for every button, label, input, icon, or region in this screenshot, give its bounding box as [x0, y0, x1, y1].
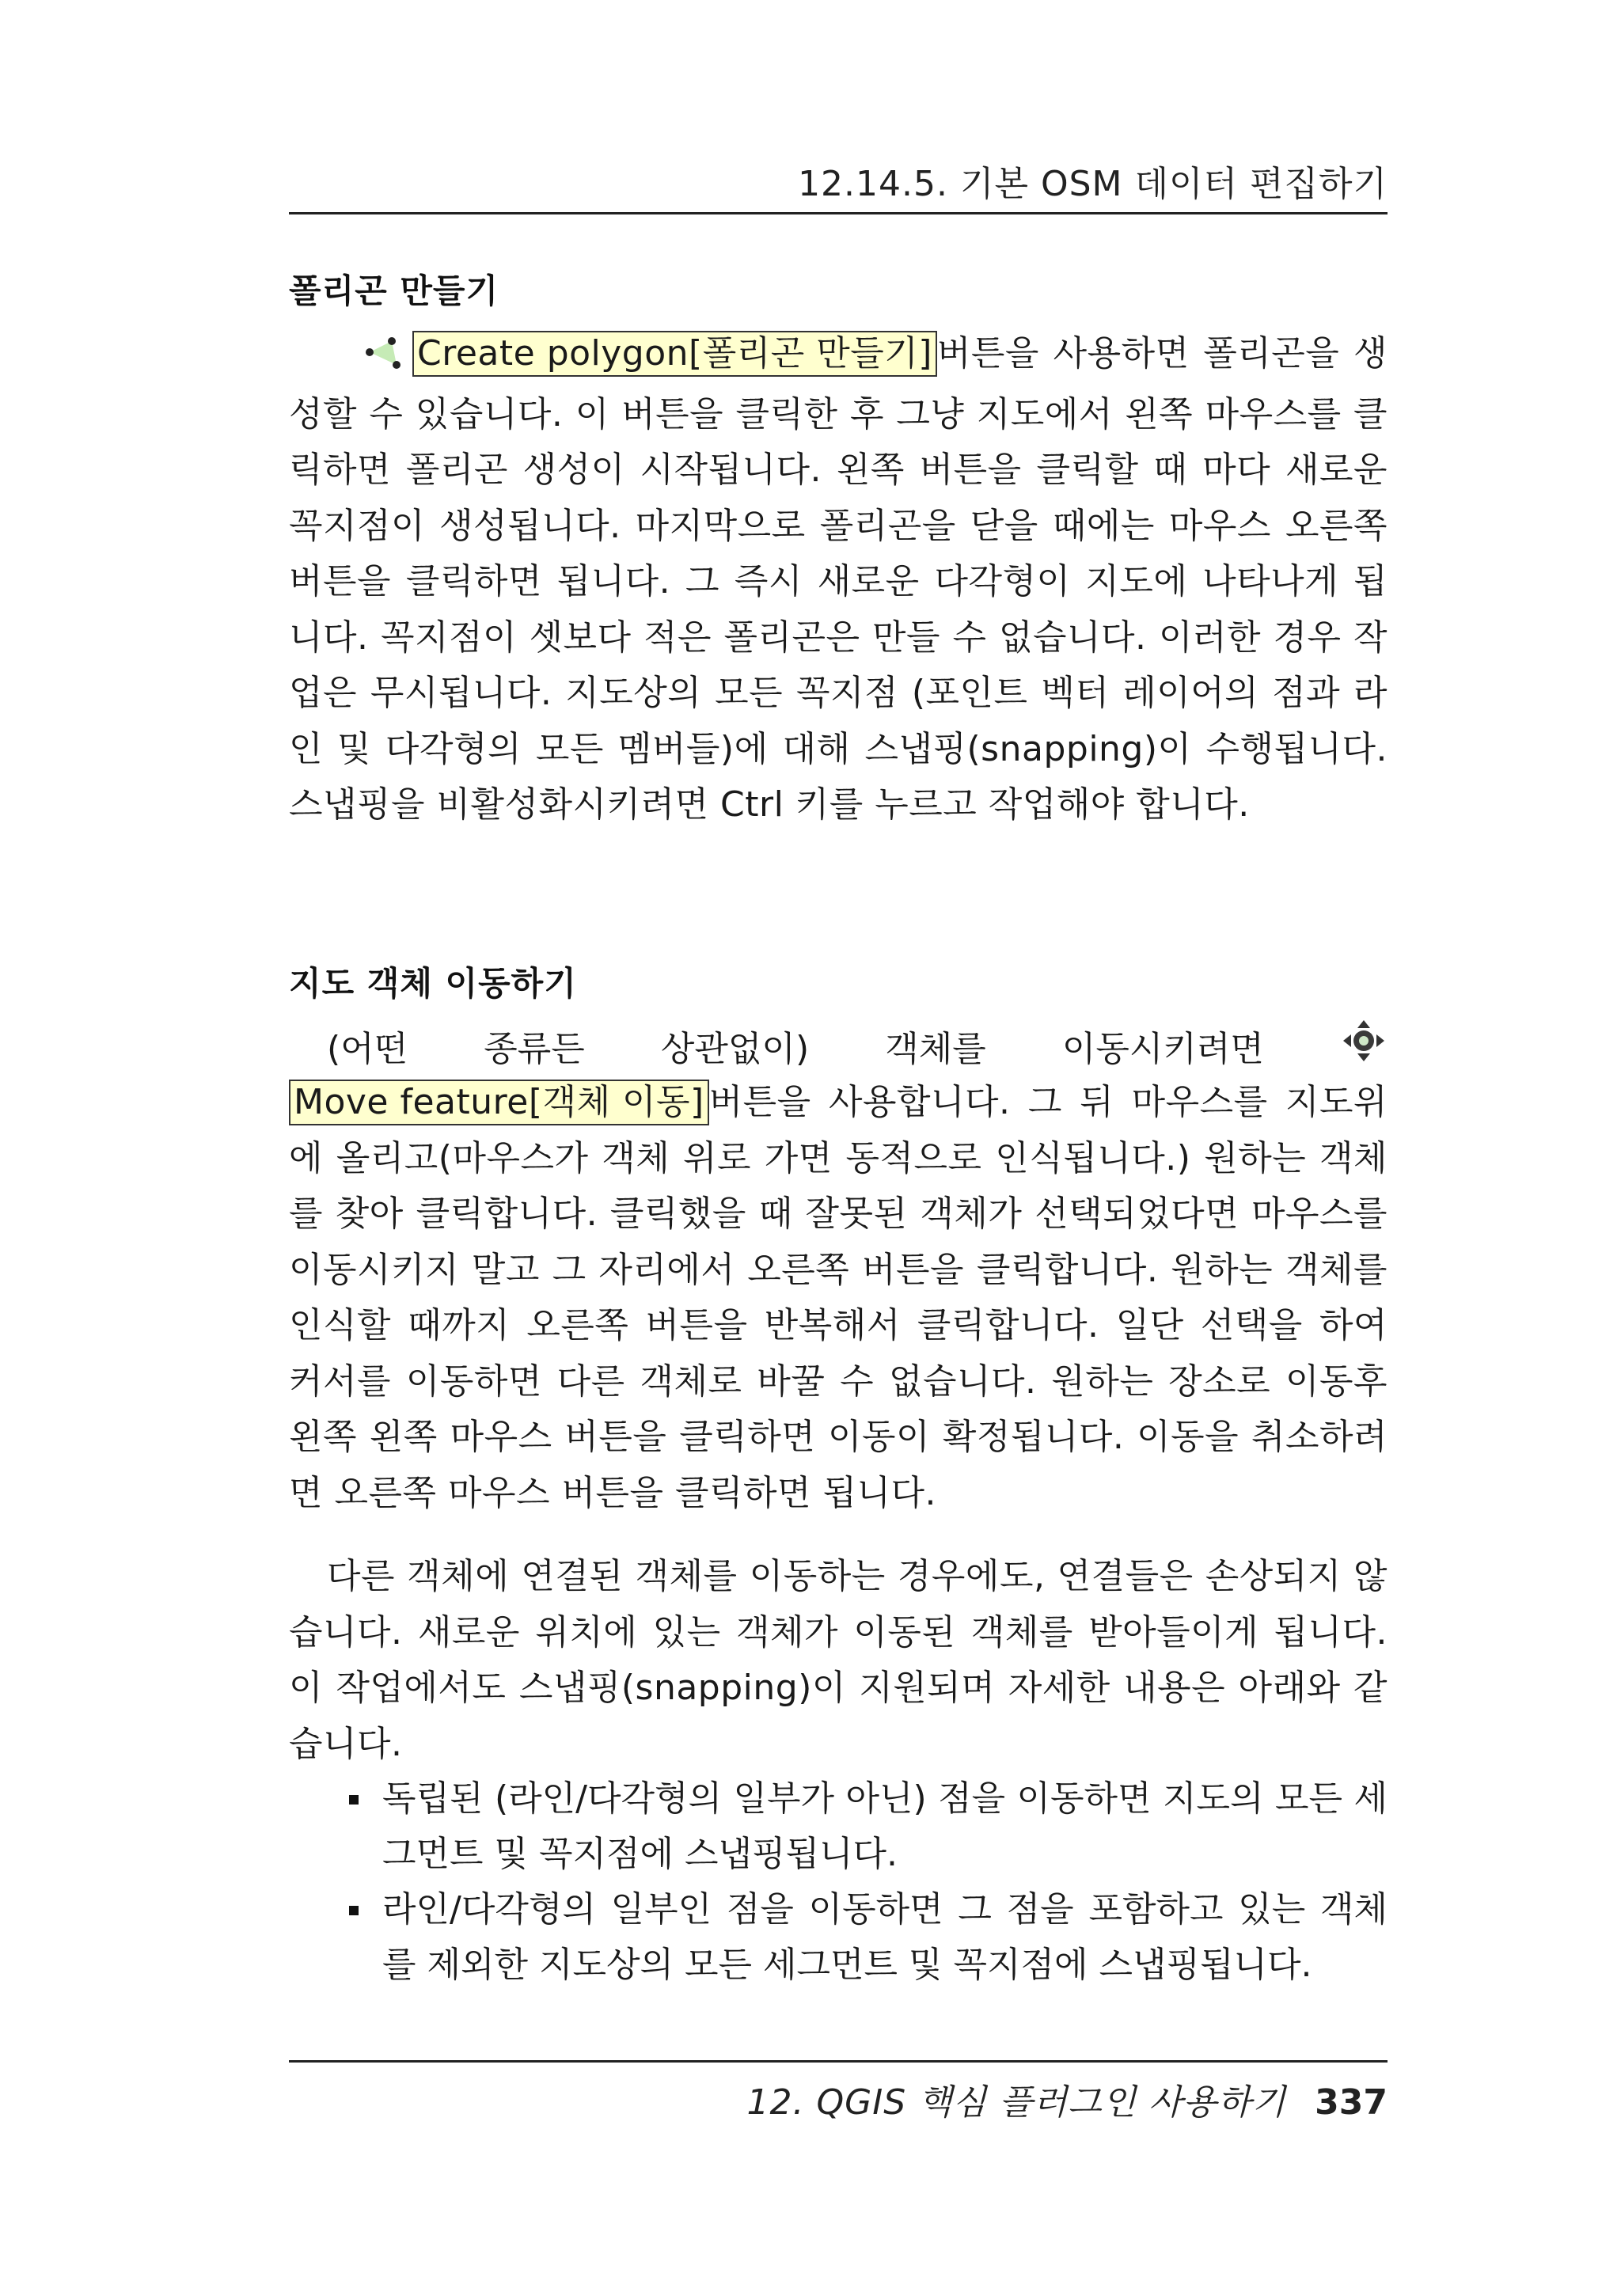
bullet-text: 독립된 (라인/다각형의 일부가 아닌) 점을 이동하면 지도의 모든 세그먼트 및 꼭지점에 스냅핑됩니다. [382, 1778, 1388, 1874]
list-item [289, 1771, 1388, 1882]
bullet-square-icon [349, 1795, 359, 1805]
move-intro-word: 종류든 [484, 1028, 585, 1069]
paragraph-move-feature [289, 1075, 1388, 1521]
paragraph-move-connected: 다른 객체에 연결된 객체를 이동하는 경우에도, 연결들은 손상되지 않습니다. 새로운 위치에 있는 객체가 이동된 객체를 받아들이게 됩니다. 이 작업에서도 스냅핑(snapping)이 지원되며 자세한 내용은 아래와 같습니다. [289, 1556, 1388, 1764]
section-title-create-polygon: 폴리곤 만들기 [289, 271, 499, 310]
page-number: 337 [1315, 2082, 1388, 2123]
bullet-square-icon [349, 1906, 359, 1915]
move-intro-word: 이동시키려면 [1061, 1028, 1264, 1069]
document-page [289, 0, 1388, 2296]
section-title-move-feature: 지도 객체 이동하기 [289, 964, 577, 1003]
running-footer [747, 2074, 1388, 2124]
create-polygon-icon [327, 331, 406, 387]
move-intro-word: 객체를 [885, 1028, 986, 1069]
bullet-text: 라인/다각형의 일부인 점을 이동하면 그 점을 포함하고 있는 객체를 제외한 지도상의 모든 세그먼트 및 꼭지점에 스냅핑됩니다. [382, 1889, 1388, 1985]
list-item [289, 1882, 1388, 1993]
create-polygon-button-label: Create polygon[폴리곤 만들기] [412, 331, 937, 377]
move-intro-line [289, 1017, 1388, 1081]
paragraph-create-polygon [289, 326, 1388, 833]
move-feature-body: 버튼을 사용합니다. 그 뒤 마우스를 지도위에 올리고(마우스가 객체 위로 가면 동적으로 인식됩니다.) 원하는 객체를 찾아 클릭합니다. 클릭했을 때 잘못된 객체가 선택되었다면 마우스를 이동시키지 말고 그 자리에서 오른쪽 버튼을 클릭합니다. 원하는 객체를 인식할 때까지 오른쪽 버튼을 반복해서 클릭합니다. 일단 선택을 하여 커서를 이동하면 다른 객체로 바꿀 수 없습니다. 원하는 장소로 이동후 왼쪽 왼쪽 마우스 버튼을 클릭하면 이동이 확정됩니다. 이동을 취소하려면 오른쪽 마우스 버튼을 클릭하면 됩니다. [289, 1082, 1388, 1513]
move-intro-word: (어떤 [327, 1028, 408, 1069]
footer-chapter-title: 12. QGIS 핵심 플러그인 사용하기 [746, 2082, 1287, 2123]
footer-rule [289, 2060, 1388, 2063]
move-feature-icon [1340, 1017, 1388, 1081]
running-header: 12.14.5. 기본 OSM 데이터 편집하기 [798, 164, 1388, 204]
create-polygon-body: 버튼을 사용하면 폴리곤을 생성할 수 있습니다. 이 버튼을 클릭한 후 그냥 지도에서 왼쪽 마우스를 클릭하면 폴리곤 생성이 시작됩니다. 왼쪽 버튼을 클릭할 때 마다 새로운 꼭지점이 생성됩니다. 마지막으로 폴리곤을 닫을 때에는 마우스 오른쪽 버튼을 클릭하면 됩니다. 그 즉시 새로운 다각형이 지도에 나타나게 됩니다. 꼭지점이 셋보다 적은 폴리곤은 만들 수 없습니다. 이러한 경우 작업은 무시됩니다. 지도상의 모든 꼭지점 (포인트 벡터 레이어의 점과 라인 및 다각형의 모든 멤버들)에 대해 스냅핑(snapping)이 수행됩니다. 스냅핑을 비활성화시키려면 Ctrl 키를 누르고 작업해야 합니다. [289, 333, 1388, 825]
header-rule [289, 212, 1388, 214]
move-intro-word: 상관없이) [660, 1028, 810, 1069]
snapping-bullet-list [289, 1771, 1388, 1993]
move-feature-button-label: Move feature[객체 이동] [289, 1080, 709, 1125]
